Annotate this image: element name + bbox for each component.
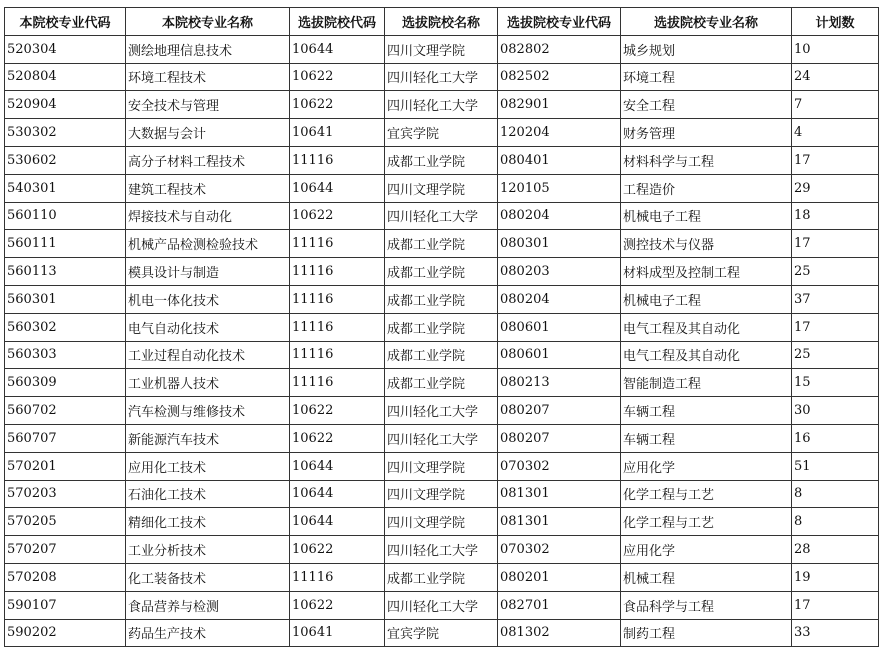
target-major-name: 材料成型及控制工程: [621, 258, 792, 286]
table-row: [5, 285, 879, 313]
target-school-name: 四川轻化工大学: [385, 397, 498, 425]
plan-count: 19: [792, 563, 879, 591]
target-school-name: 成都工业学院: [385, 146, 498, 174]
target-school-code: 10622: [290, 424, 385, 452]
target-major-name: 智能制造工程: [621, 369, 792, 397]
table-row: [5, 591, 879, 619]
home-major-name: 安全技术与管理: [126, 91, 290, 119]
table-row: [5, 202, 879, 230]
target-school-name: 四川轻化工大学: [385, 202, 498, 230]
header-home-major-name: 本院校专业名称: [126, 8, 290, 36]
target-school-code: 10622: [290, 591, 385, 619]
target-school-code: 11116: [290, 369, 385, 397]
home-major-code: 520804: [5, 63, 126, 91]
target-school-name: 成都工业学院: [385, 369, 498, 397]
target-school-name: 四川轻化工大学: [385, 591, 498, 619]
target-school-code: 11116: [290, 146, 385, 174]
table-body: [5, 35, 879, 647]
target-school-name: 四川轻化工大学: [385, 91, 498, 119]
home-major-name: 石油化工技术: [126, 480, 290, 508]
table-header: [5, 8, 879, 36]
plan-count: 37: [792, 285, 879, 313]
target-major-code: 080601: [498, 341, 621, 369]
plan-count: 8: [792, 508, 879, 536]
table-row: [5, 369, 879, 397]
plan-count: 30: [792, 397, 879, 425]
plan-count: 25: [792, 258, 879, 286]
home-major-name: 机械产品检测检验技术: [126, 230, 290, 258]
home-major-name: 焊接技术与自动化: [126, 202, 290, 230]
home-major-code: 530602: [5, 146, 126, 174]
target-major-code: 070302: [498, 536, 621, 564]
home-major-code: 570208: [5, 563, 126, 591]
plan-count: 25: [792, 341, 879, 369]
plan-count: 4: [792, 119, 879, 147]
target-school-code: 10644: [290, 480, 385, 508]
home-major-name: 化工装备技术: [126, 563, 290, 591]
home-major-name: 食品营养与检测: [126, 591, 290, 619]
header-target-major-code: 选拔院校专业代码: [498, 8, 621, 36]
target-major-name: 制药工程: [621, 619, 792, 647]
target-school-name: 四川轻化工大学: [385, 536, 498, 564]
target-major-name: 化学工程与工艺: [621, 480, 792, 508]
target-major-name: 机械工程: [621, 563, 792, 591]
home-major-name: 环境工程技术: [126, 63, 290, 91]
plan-count: 17: [792, 591, 879, 619]
target-major-code: 080207: [498, 424, 621, 452]
target-major-name: 财务管理: [621, 119, 792, 147]
home-major-name: 新能源汽车技术: [126, 424, 290, 452]
target-major-code: 080201: [498, 563, 621, 591]
header-row: [5, 8, 879, 36]
home-major-name: 工业分析技术: [126, 536, 290, 564]
target-major-code: 080601: [498, 313, 621, 341]
home-major-code: 570205: [5, 508, 126, 536]
target-major-code: 081301: [498, 480, 621, 508]
target-major-name: 电气工程及其自动化: [621, 341, 792, 369]
target-school-name: 宜宾学院: [385, 619, 498, 647]
home-major-code: 560111: [5, 230, 126, 258]
table-row: [5, 91, 879, 119]
target-major-code: 080207: [498, 397, 621, 425]
target-school-code: 10641: [290, 619, 385, 647]
home-major-name: 大数据与会计: [126, 119, 290, 147]
home-major-code: 590107: [5, 591, 126, 619]
target-major-code: 080204: [498, 285, 621, 313]
target-school-code: 10622: [290, 202, 385, 230]
target-school-name: 成都工业学院: [385, 341, 498, 369]
home-major-code: 570201: [5, 452, 126, 480]
home-major-name: 模具设计与制造: [126, 258, 290, 286]
target-major-code: 120105: [498, 174, 621, 202]
target-school-code: 11116: [290, 230, 385, 258]
plan-count: 29: [792, 174, 879, 202]
target-major-name: 材料科学与工程: [621, 146, 792, 174]
home-major-code: 560702: [5, 397, 126, 425]
home-major-code: 520904: [5, 91, 126, 119]
target-school-name: 宜宾学院: [385, 119, 498, 147]
target-major-name: 机械电子工程: [621, 202, 792, 230]
target-major-name: 环境工程: [621, 63, 792, 91]
target-school-code: 10644: [290, 35, 385, 63]
table-row: [5, 341, 879, 369]
target-school-name: 四川轻化工大学: [385, 63, 498, 91]
target-school-code: 10622: [290, 63, 385, 91]
header-home-major-code: 本院校专业代码: [5, 8, 126, 36]
home-major-code: 560302: [5, 313, 126, 341]
table-row: [5, 619, 879, 647]
target-school-code: 11116: [290, 258, 385, 286]
table-row: [5, 119, 879, 147]
table-row: [5, 313, 879, 341]
target-school-code: 11116: [290, 563, 385, 591]
home-major-code: 540301: [5, 174, 126, 202]
target-school-name: 四川文理学院: [385, 508, 498, 536]
admission-plan-table: [4, 7, 879, 647]
home-major-name: 汽车检测与维修技术: [126, 397, 290, 425]
target-major-code: 081301: [498, 508, 621, 536]
target-school-name: 成都工业学院: [385, 563, 498, 591]
home-major-code: 520304: [5, 35, 126, 63]
target-school-name: 成都工业学院: [385, 230, 498, 258]
target-major-code: 080213: [498, 369, 621, 397]
target-major-code: 070302: [498, 452, 621, 480]
header-target-school-name: 选拔院校名称: [385, 8, 498, 36]
target-major-name: 应用化学: [621, 536, 792, 564]
target-school-code: 10644: [290, 452, 385, 480]
plan-count: 17: [792, 146, 879, 174]
table-row: [5, 63, 879, 91]
target-major-name: 测控技术与仪器: [621, 230, 792, 258]
home-major-name: 工业过程自动化技术: [126, 341, 290, 369]
target-school-code: 11116: [290, 285, 385, 313]
home-major-name: 精细化工技术: [126, 508, 290, 536]
table-row: [5, 563, 879, 591]
target-school-code: 11116: [290, 313, 385, 341]
target-major-name: 机械电子工程: [621, 285, 792, 313]
target-major-name: 食品科学与工程: [621, 591, 792, 619]
plan-count: 10: [792, 35, 879, 63]
table-row: [5, 480, 879, 508]
target-school-code: 10644: [290, 508, 385, 536]
plan-count: 16: [792, 424, 879, 452]
plan-count: 7: [792, 91, 879, 119]
plan-count: 51: [792, 452, 879, 480]
home-major-code: 570207: [5, 536, 126, 564]
target-school-code: 10641: [290, 119, 385, 147]
plan-count: 18: [792, 202, 879, 230]
target-major-code: 082802: [498, 35, 621, 63]
plan-count: 33: [792, 619, 879, 647]
home-major-code: 560303: [5, 341, 126, 369]
home-major-name: 药品生产技术: [126, 619, 290, 647]
target-major-code: 082502: [498, 63, 621, 91]
target-school-name: 成都工业学院: [385, 258, 498, 286]
target-school-name: 成都工业学院: [385, 285, 498, 313]
home-major-code: 560707: [5, 424, 126, 452]
plan-count: 28: [792, 536, 879, 564]
header-plan-count: 计划数: [792, 8, 879, 36]
home-major-name: 测绘地理信息技术: [126, 35, 290, 63]
target-major-name: 城乡规划: [621, 35, 792, 63]
home-major-name: 工业机器人技术: [126, 369, 290, 397]
table-row: [5, 536, 879, 564]
plan-count: 17: [792, 230, 879, 258]
table-row: [5, 397, 879, 425]
table-row: [5, 174, 879, 202]
target-school-code: 11116: [290, 341, 385, 369]
target-major-code: 081302: [498, 619, 621, 647]
home-major-code: 570203: [5, 480, 126, 508]
page: [4, 7, 879, 647]
target-major-name: 安全工程: [621, 91, 792, 119]
target-major-name: 应用化学: [621, 452, 792, 480]
target-major-name: 车辆工程: [621, 424, 792, 452]
target-school-name: 四川文理学院: [385, 480, 498, 508]
header-target-major-name: 选拔院校专业名称: [621, 8, 792, 36]
home-major-code: 590202: [5, 619, 126, 647]
plan-count: 15: [792, 369, 879, 397]
target-major-code: 080203: [498, 258, 621, 286]
target-school-name: 四川文理学院: [385, 174, 498, 202]
target-major-code: 080204: [498, 202, 621, 230]
table-row: [5, 35, 879, 63]
target-major-name: 化学工程与工艺: [621, 508, 792, 536]
home-major-code: 560309: [5, 369, 126, 397]
plan-count: 8: [792, 480, 879, 508]
target-school-name: 成都工业学院: [385, 313, 498, 341]
target-major-name: 电气工程及其自动化: [621, 313, 792, 341]
target-major-code: 082701: [498, 591, 621, 619]
table-row: [5, 424, 879, 452]
plan-count: 17: [792, 313, 879, 341]
target-school-name: 四川文理学院: [385, 452, 498, 480]
target-major-code: 080301: [498, 230, 621, 258]
target-school-code: 10622: [290, 397, 385, 425]
target-school-code: 10622: [290, 536, 385, 564]
home-major-code: 530302: [5, 119, 126, 147]
header-target-school-code: 选拔院校代码: [290, 8, 385, 36]
home-major-name: 高分子材料工程技术: [126, 146, 290, 174]
target-major-code: 120204: [498, 119, 621, 147]
table-row: [5, 258, 879, 286]
target-school-code: 10644: [290, 174, 385, 202]
target-school-name: 四川文理学院: [385, 35, 498, 63]
target-major-name: 工程造价: [621, 174, 792, 202]
table-row: [5, 146, 879, 174]
target-school-name: 四川轻化工大学: [385, 424, 498, 452]
table-row: [5, 230, 879, 258]
plan-count: 24: [792, 63, 879, 91]
home-major-code: 560113: [5, 258, 126, 286]
home-major-name: 电气自动化技术: [126, 313, 290, 341]
target-major-name: 车辆工程: [621, 397, 792, 425]
home-major-name: 机电一体化技术: [126, 285, 290, 313]
table-row: [5, 452, 879, 480]
table-row: [5, 508, 879, 536]
home-major-name: 应用化工技术: [126, 452, 290, 480]
home-major-code: 560110: [5, 202, 126, 230]
home-major-code: 560301: [5, 285, 126, 313]
home-major-name: 建筑工程技术: [126, 174, 290, 202]
target-major-code: 082901: [498, 91, 621, 119]
target-school-code: 10622: [290, 91, 385, 119]
target-major-code: 080401: [498, 146, 621, 174]
